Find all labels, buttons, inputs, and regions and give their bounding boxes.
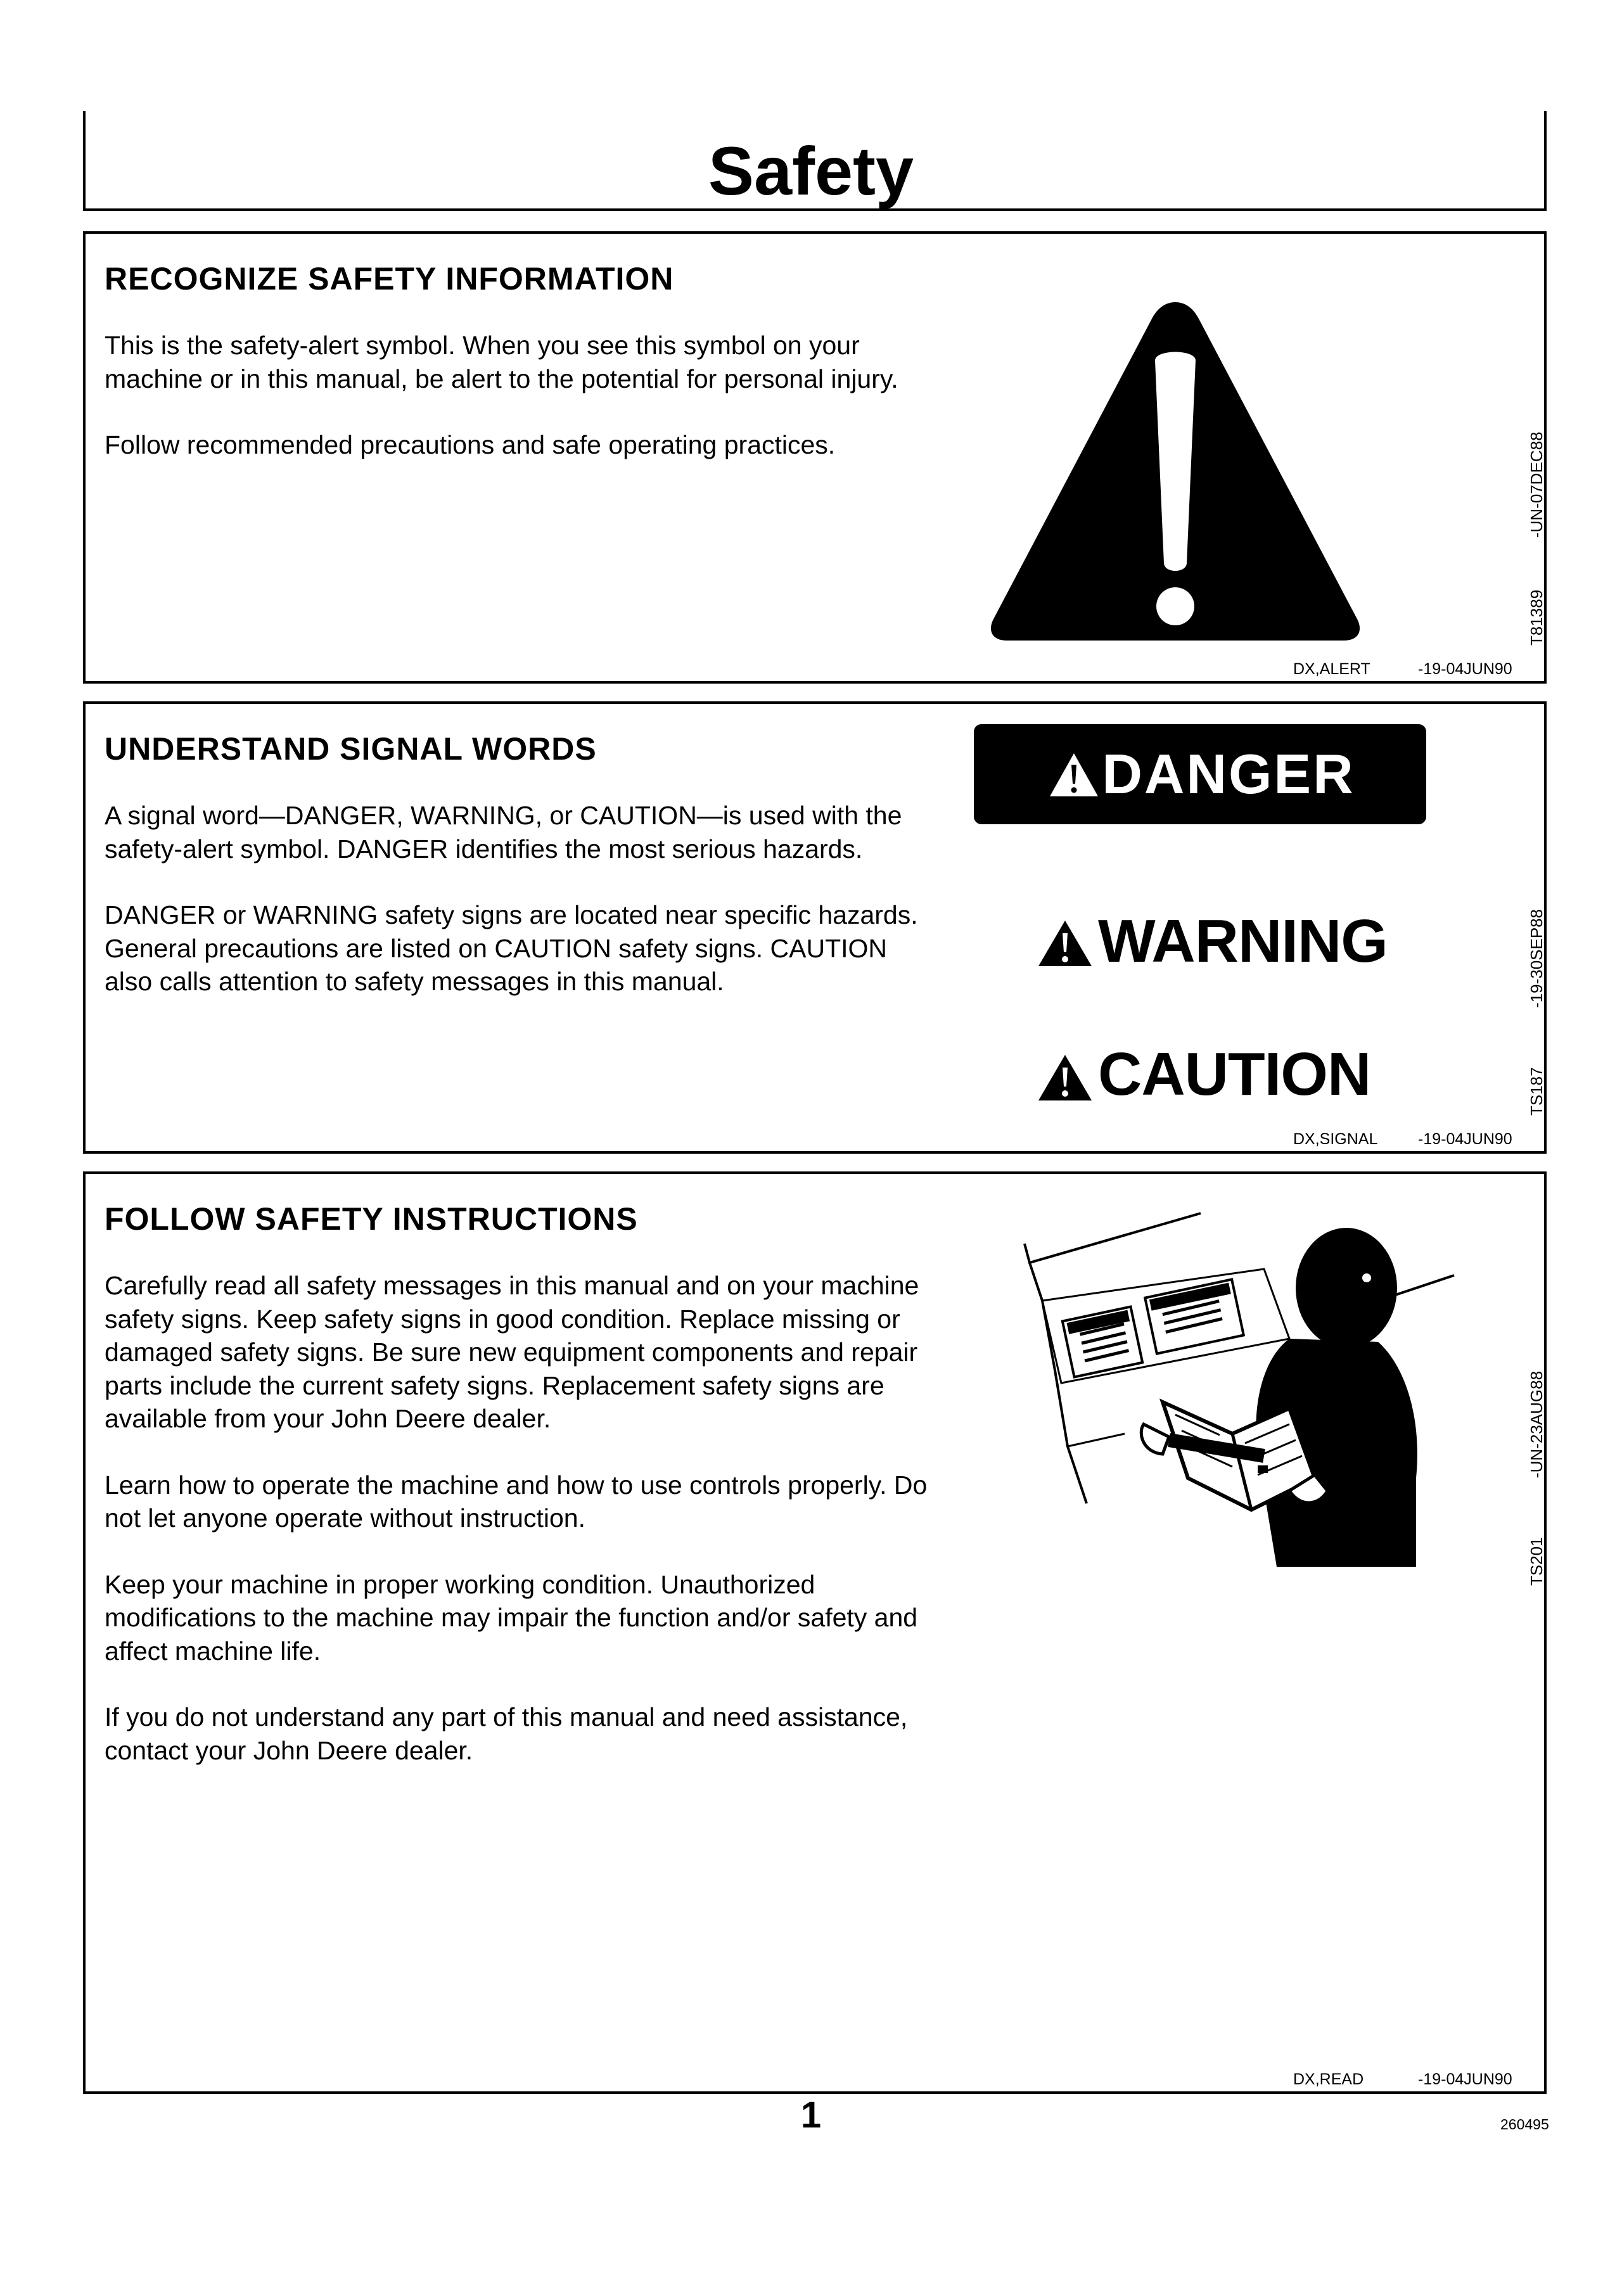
paragraph: DANGER or WARNING safety signs are located near specific hazards. General precautions are listed on CAUTION safety signs. CAUTION also calls attention to safety messages in this manual. bbox=[105, 900, 918, 996]
ref-date: -19-04JUN90 bbox=[1418, 660, 1512, 678]
caution-decal bbox=[1145, 1279, 1244, 1353]
caution-label: CAUTION bbox=[1098, 1040, 1371, 1108]
document-code: 260495 bbox=[1500, 2116, 1549, 2133]
section-follow-instructions bbox=[83, 1171, 1547, 2094]
ref-code: DX,ALERT bbox=[1293, 660, 1370, 678]
figure-code: -UN-23AUG88 bbox=[1527, 1370, 1546, 1478]
reading-manual-illustration bbox=[935, 1212, 1517, 1592]
section-signal-words bbox=[83, 701, 1547, 1154]
person-icon bbox=[1141, 1228, 1417, 1567]
section-body bbox=[105, 1269, 928, 1800]
figure-id: TS187 bbox=[1527, 1067, 1546, 1116]
paragraph: If you do not understand any part of this manual and need assistance, contact your John Deere dealer. bbox=[105, 1702, 908, 1765]
paragraph: Learn how to operate the machine and how to use controls properly. Do not let anyone operate without instruction. bbox=[105, 1470, 928, 1533]
paragraph: Keep your machine in proper working condition. Unauthorized modifications to the machine may impair the function and/or safety and affect machine life. bbox=[105, 1569, 918, 1666]
figure-id: TS201 bbox=[1527, 1537, 1546, 1586]
danger-label: DANGER bbox=[1102, 743, 1355, 805]
paragraph: A signal word—DANGER, WARNING, or CAUTION—is used with the safety-alert symbol. DANGER identifies the most serious hazards. bbox=[105, 801, 902, 864]
paragraph: This is the safety-alert symbol. When you see this symbol on your machine or in this manual, be alert to the potential for personal injury. bbox=[105, 331, 898, 393]
warning-decal bbox=[1063, 1307, 1142, 1377]
safety-alert-icon bbox=[985, 291, 1365, 646]
section-body bbox=[105, 329, 928, 495]
figure-id: T81389 bbox=[1527, 589, 1546, 646]
page-number: 1 bbox=[800, 2095, 822, 2136]
section-title: FOLLOW SAFETY INSTRUCTIONS bbox=[105, 1201, 638, 1237]
danger-sign bbox=[974, 724, 1426, 824]
warning-label: WARNING bbox=[1098, 907, 1388, 975]
paragraph: Carefully read all safety messages in this manual and on your machine safety signs. Keep safety signs in good condition. Replace missing or damaged safety signs. Be sure new equipment components and repair parts include the current safety signs. Replacement safety signs are available from your John Deere dealer. bbox=[105, 1271, 919, 1433]
ref-code: DX,READ bbox=[1293, 2070, 1364, 2088]
section-body bbox=[105, 799, 928, 1031]
alert-triangle-icon bbox=[1037, 1054, 1093, 1102]
section-title: UNDERSTAND SIGNAL WORDS bbox=[105, 731, 597, 767]
figure-code: -UN-07DEC88 bbox=[1527, 431, 1546, 538]
section-recognize-safety bbox=[83, 231, 1547, 684]
page-title: Safety bbox=[708, 132, 914, 209]
ref-code: DX,SIGNAL bbox=[1293, 1130, 1378, 1148]
paragraph: Follow recommended precautions and safe operating practices. bbox=[105, 430, 836, 459]
ref-date: -19-04JUN90 bbox=[1418, 1130, 1512, 1148]
figure-code: -19-30SEP88 bbox=[1527, 909, 1546, 1008]
alert-triangle-icon bbox=[1037, 919, 1093, 967]
section-title: RECOGNIZE SAFETY INFORMATION bbox=[105, 261, 674, 297]
ref-date: -19-04JUN90 bbox=[1418, 2070, 1512, 2088]
